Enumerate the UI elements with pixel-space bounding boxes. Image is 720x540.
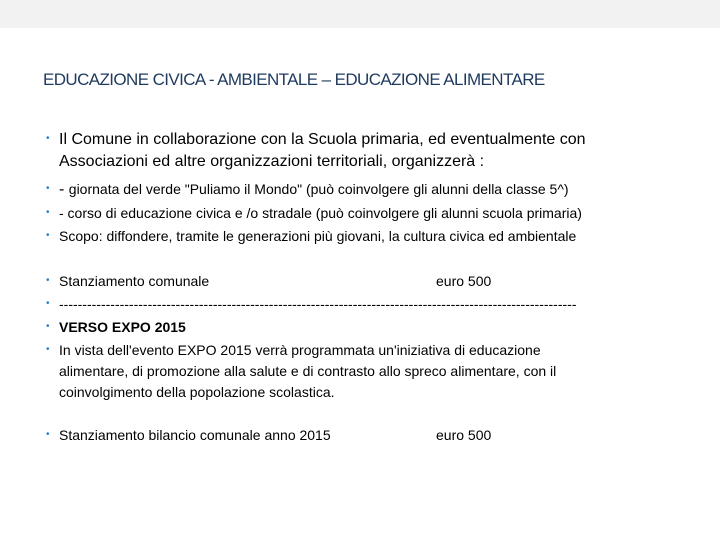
intro-line-2: Associazioni ed altre organizzazioni territoriali, organizzerà : [59,153,485,170]
bullet: • [46,298,50,309]
activity-text: Scopo: diffondere, tramite le generazioni più giovani, la cultura civica ed ambientale [59,228,577,244]
expo-heading: VERSO EXPO 2015 [59,319,186,335]
bullet: • [46,275,50,286]
bullet: • [46,230,50,241]
funding-label: Stanziamento comunale [59,273,210,289]
funding-amount: euro 500 [436,273,492,289]
intro-line-1: Il Comune in collaborazione con la Scuola primaria, ed eventualmente con [59,131,586,148]
bullet: • [46,133,50,144]
bullet: • [46,183,50,194]
bullet: • [46,321,50,332]
expo-line-1: In vista dell'evento EXPO 2015 verrà programmata un'iniziativa di educazione [59,342,541,358]
activity-text: - corso di educazione civica e /o stradale (può coinvolgere gli alunni scuola primaria) [59,205,582,221]
bullet: • [46,429,50,440]
activity-dash: - [59,181,69,198]
activity-text: giornata del verde "Puliamo il Mondo" (può coinvolgere gli alunni della classe 5^) [68,181,569,197]
expo-line-3: coinvolgimento della popolazione scolastica. [59,384,335,400]
funding-label: Stanziamento bilancio comunale anno 2015 [59,427,331,443]
separator-line: --------------------------------------------------------------------------------------------------------------- [59,296,577,312]
bullet: • [46,207,50,218]
funding-amount: euro 500 [436,427,492,443]
slide-title: EDUCAZIONE CIVICA - AMBIENTALE – EDUCAZIONE ALIMENTARE [43,70,545,89]
expo-line-2: alimentare, di promozione alla salute e di contrasto allo spreco alimentare, con il [59,363,557,379]
bullet: • [46,344,50,355]
top-bar [0,0,720,28]
